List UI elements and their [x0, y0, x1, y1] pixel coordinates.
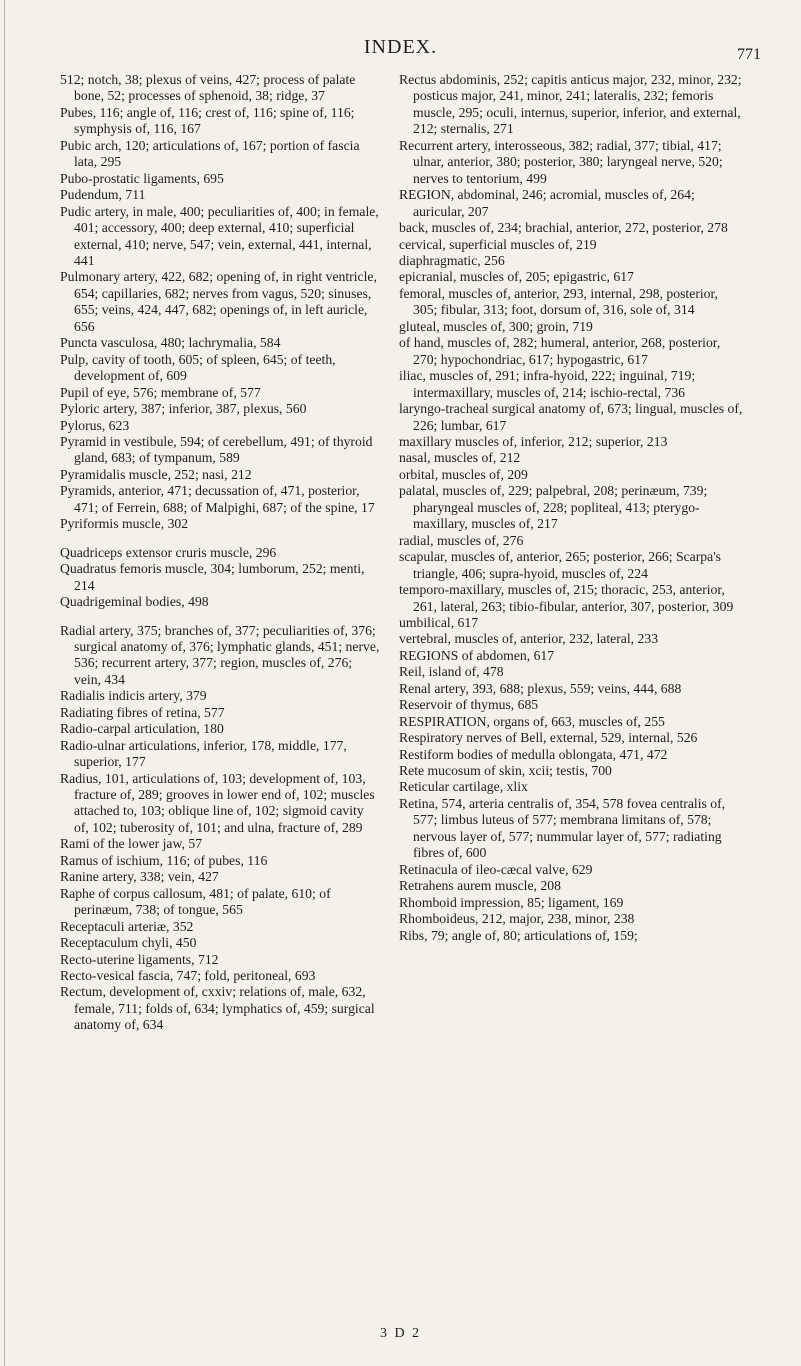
- index-entry: Ranine artery, 338; vein, 427: [60, 869, 219, 885]
- index-entry: Respiratory nerves of Bell, external, 529, internal, 526: [399, 730, 698, 746]
- index-entry: Radial artery, 375; branches of, 377; peculiarities of, 376; surgical anatomy of, 376; lymphatic glands, 451; nerve, 536; recurrent artery, 377; region, muscles of, 276; vein, 434: [60, 622, 380, 687]
- index-entry: Pupil of eye, 576; membrane of, 577: [60, 384, 261, 400]
- index-column-right: [399, 72, 744, 944]
- index-entry: Radiating fibres of retina, 577: [60, 704, 225, 720]
- section-gap: [60, 533, 380, 545]
- index-entry: Quadrigeminal bodies, 498: [60, 594, 209, 610]
- section-gap: [60, 611, 380, 623]
- index-entry: Rhomboid impression, 85; ligament, 169: [399, 894, 624, 910]
- index-entry: Renal artery, 393, 688; plexus, 559; veins, 444, 688: [399, 680, 682, 696]
- index-entry: Rectus abdominis, 252; capitis anticus major, 232, minor, 232; posticus major, 241, minor, 241; lateralis, 232; femoris muscle, 295; oculi, internus, superior, inferior, and external, 212; sternalis, 271: [399, 72, 742, 137]
- index-entry: Radio-carpal articulation, 180: [60, 721, 224, 737]
- index-entry: Ramus of ischium, 116; of pubes, 116: [60, 852, 268, 868]
- page-edge-rule: [4, 0, 5, 1366]
- index-entry: Radialis indicis artery, 379: [60, 688, 207, 704]
- index-entry: Reservoir of thymus, 685: [399, 697, 539, 713]
- index-entry: temporo-maxillary, muscles of, 215; thoracic, 253, anterior, 261, lateral, 263; tibio-fibular, anterior, 307, posterior, 309: [399, 582, 734, 614]
- index-entry: Radius, 101, articulations of, 103; development of, 103, fracture of, 289; grooves in lower end of, 102; muscles attached to, 103; oblique line of, 102; sigmoid cavity of, 102; tuberosity of, 101; and ulna, fracture of, 289: [60, 770, 375, 835]
- printer-signature: 3 D 2: [379, 1326, 422, 1341]
- index-entry: Pubic arch, 120; articulations of, 167; portion of fascia lata, 295: [60, 137, 360, 170]
- index-entry: Recto-uterine ligaments, 712: [60, 951, 219, 967]
- index-entry: Recto-vesical fascia, 747; fold, peritoneal, 693: [60, 968, 316, 984]
- page-number: 771: [737, 46, 761, 63]
- index-entry: 512; notch, 38; plexus of veins, 427; process of palate bone, 52; processes of sphenoid, 38; ridge, 37: [60, 72, 356, 104]
- running-head: INDEX.: [363, 36, 438, 58]
- index-entry: Pubo-prostatic ligaments, 695: [60, 170, 224, 186]
- index-entry: Quadriceps extensor cruris muscle, 296: [60, 544, 277, 560]
- index-entry: of hand, muscles of, 282; humeral, anterior, 268, posterior, 270; hypochondriac, 617; hypogastric, 617: [399, 335, 721, 367]
- index-entry: Ribs, 79; angle of, 80; articulations of, 159;: [399, 927, 638, 943]
- index-entry: gluteal, muscles of, 300; groin, 719: [399, 318, 593, 334]
- index-entry: radial, muscles of, 276: [399, 532, 524, 548]
- index-entry: Pylorus, 623: [60, 417, 130, 433]
- index-entry: vertebral, muscles of, anterior, 232, lateral, 233: [399, 631, 659, 647]
- index-entry: nasal, muscles of, 212: [399, 450, 521, 466]
- index-entry: Pulp, cavity of tooth, 605; of spleen, 645; of teeth, development of, 609: [60, 351, 336, 384]
- index-entry: Reil, island of, 478: [399, 664, 504, 680]
- index-entry: REGIONS of abdomen, 617: [399, 647, 555, 663]
- index-entry: Pyramidalis muscle, 252; nasi, 212: [60, 466, 252, 482]
- index-entry: REGION, abdominal, 246; acromial, muscles of, 264; auricular, 207: [399, 187, 695, 219]
- index-entry: Retina, 574, arteria centralis of, 354, 578 fovea centralis of, 577; limbus luteus of 577; membrana limitans of, 578; nervous layer of, 577; nummular layer of, 577; radiating fibres of, 600: [399, 795, 726, 861]
- index-entry: Restiform bodies of medulla oblongata, 471, 472: [399, 746, 668, 762]
- index-entry: iliac, muscles of, 291; infra-hyoid, 222; inguinal, 719; intermaxillary, muscles of, 214; ischio-rectal, 736: [399, 368, 696, 400]
- index-entry: scapular, muscles of, anterior, 265; posterior, 266; Scarpa's triangle, 406; supra-hyoid, muscles of, 224: [399, 549, 722, 581]
- index-entry: Pudendum, 711: [60, 187, 146, 203]
- index-entry: maxillary muscles of, inferior, 212; superior, 213: [399, 433, 668, 449]
- index-entry: umbilical, 617: [399, 614, 479, 630]
- index-entry: Receptaculum chyli, 450: [60, 935, 197, 951]
- index-entry: Pubes, 116; angle of, 116; crest of, 116; spine of, 116; symphysis of, 116, 167: [60, 104, 355, 137]
- index-entry: laryngo-tracheal surgical anatomy of, 673; lingual, muscles of, 226; lumbar, 617: [399, 401, 743, 433]
- index-entry: Retrahens aurem muscle, 208: [399, 878, 561, 894]
- index-entry: Rectum, development of, cxxiv; relations of, male, 632, female, 711; folds of, 634; lymphatics of, 459; surgical anatomy of, 634: [60, 984, 375, 1033]
- index-entry: Radio-ulnar articulations, inferior, 178, middle, 177, superior, 177: [60, 737, 347, 770]
- index-entry: orbital, muscles of, 209: [399, 466, 528, 482]
- index-column-left: [60, 72, 380, 1034]
- index-entry: Recurrent artery, interosseous, 382; radial, 377; tibial, 417; ulnar, anterior, 380; posterior, 380; laryngeal nerve, 520; nerves to tentorium, 499: [399, 137, 723, 186]
- index-entry: Receptaculi arteriæ, 352: [60, 918, 194, 934]
- index-entry: Reticular cartilage, xlix: [399, 779, 528, 795]
- index-entry: Rami of the lower jaw, 57: [60, 836, 203, 852]
- index-entry: Raphe of corpus callosum, 481; of palate, 610; of perinæum, 738; of tongue, 565: [60, 885, 331, 918]
- index-entry: Pyriformis muscle, 302: [60, 516, 189, 532]
- index-entry: Pudic artery, in male, 400; peculiarities of, 400; in female, 401; accessory, 400; deep external, 410; superficial external, 410; nerve, 547; vein, external, 441, internal, 441: [60, 203, 379, 268]
- index-entry: epicranial, muscles of, 205; epigastric, 617: [399, 269, 634, 285]
- index-entry: Quadratus femoris muscle, 304; lumborum, 252; menti, 214: [60, 561, 365, 593]
- index-entry: palatal, muscles of, 229; palpebral, 208; perinæum, 739; pharyngeal muscles of, 228; popliteal, 413; pterygo-maxillary, muscles of, 217: [399, 483, 708, 532]
- index-entry: femoral, muscles of, anterior, 293, internal, 298, posterior, 305; fibular, 313; foot, dorsum of, 316, sole of, 314: [399, 285, 718, 318]
- index-entry: Rhomboideus, 212, major, 238, minor, 238: [399, 911, 635, 927]
- index-entry: cervical, superficial muscles of, 219: [399, 236, 597, 252]
- index-entry: Pyramid in vestibule, 594; of cerebellum, 491; of thyroid gland, 683; of tympanum, 589: [60, 433, 373, 466]
- index-entry: Pyramids, anterior, 471; decussation of, 471, posterior, 471; of Ferrein, 688; of Malpighi, 687; of the spine, 17: [60, 483, 375, 515]
- index-entry: Puncta vasculosa, 480; lachrymalia, 584: [60, 335, 281, 351]
- index-entry: diaphragmatic, 256: [399, 252, 505, 268]
- index-entry: back, muscles of, 234; brachial, anterior, 272, posterior, 278: [399, 220, 728, 236]
- index-entry: Retinacula of ileo-cæcal valve, 629: [399, 861, 593, 877]
- index-entry: Pulmonary artery, 422, 682; opening of, in right ventricle, 654; capillaries, 682; nerves from vagus, 520; sinuses, 655; veins, 424, 447, 682; openings of, in left auricle, 656: [60, 269, 377, 334]
- index-entry: Rete mucosum of skin, xcii; testis, 700: [399, 763, 612, 779]
- index-entry: RESPIRATION, organs of, 663, muscles of, 255: [399, 713, 665, 729]
- index-entry: Pyloric artery, 387; inferior, 387, plexus, 560: [60, 401, 307, 417]
